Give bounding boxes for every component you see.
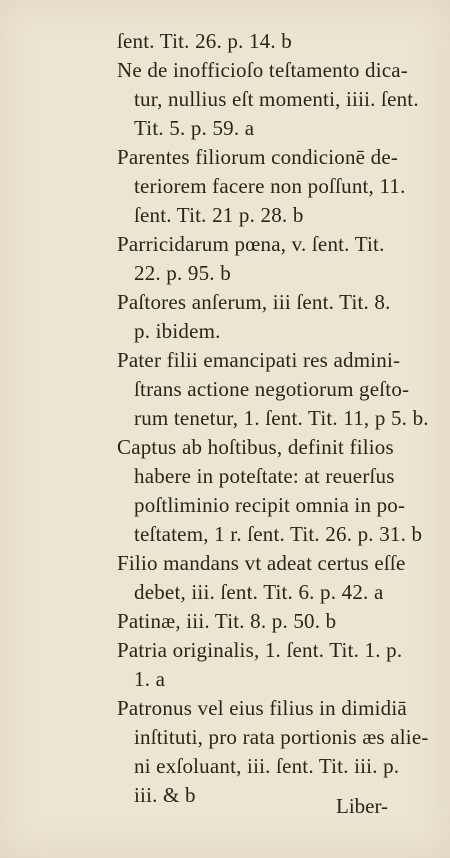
text-line: Captus ab hoſtibus, definit filios bbox=[117, 435, 394, 459]
text-line: teſtatem, 1 r. ſent. Tit. 26. p. 31. b bbox=[134, 522, 423, 546]
text-line: teriorem facere non poſſunt, 11. bbox=[134, 174, 406, 198]
text-line: poſtliminio recipit omnia in po- bbox=[134, 493, 406, 517]
text-line: Filio mandans vt adeat certus eſſe bbox=[117, 551, 406, 575]
text-line: tur, nullius eſt momenti, iiii. ſent. bbox=[134, 87, 419, 111]
text-line: ſtrans actione negotiorum geſto- bbox=[134, 377, 410, 401]
text-line: Parricidarum pœna, v. ſent. Tit. bbox=[117, 232, 385, 256]
text-line: Tit. 5. p. 59. a bbox=[134, 116, 255, 140]
text-line: ſent. Tit. 21 p. 28. b bbox=[134, 203, 304, 227]
text-line: Patinæ, iii. Tit. 8. p. 50. b bbox=[117, 609, 337, 633]
text-line: habere in poteſtate: at reuerſus bbox=[134, 464, 395, 488]
text-line: inſtituti, pro rata portionis æs alie- bbox=[134, 725, 429, 749]
text-line: ſent. Tit. 26. p. 14. b bbox=[117, 29, 292, 53]
text-line: debet, iii. ſent. Tit. 6. p. 42. a bbox=[134, 580, 384, 604]
text-line: Paſtores anſerum, iii ſent. Tit. 8. bbox=[117, 290, 391, 314]
text-line: ni exſoluant, iii. ſent. Tit. iii. p. bbox=[134, 754, 400, 778]
text-line: Parentes filiorum condicionē de- bbox=[117, 145, 399, 169]
text-line: Ne de inofficioſo teſtamento dica- bbox=[117, 58, 408, 82]
text-line: p. ibidem. bbox=[134, 319, 221, 343]
catchword: Liber- bbox=[336, 794, 389, 818]
text-line: rum tenetur, 1. ſent. Tit. 11, p 5. b. bbox=[134, 406, 429, 430]
text-line: iii. & b bbox=[134, 783, 196, 807]
text-line: 1. a bbox=[134, 667, 166, 691]
text-line: Patria originalis, 1. ſent. Tit. 1. p. bbox=[117, 638, 403, 662]
text-line: 22. p. 95. b bbox=[134, 261, 231, 285]
text-line: Pater filii emancipati res admini- bbox=[117, 348, 401, 372]
text-line: Patronus vel eius filius in dimidiā bbox=[117, 696, 407, 720]
